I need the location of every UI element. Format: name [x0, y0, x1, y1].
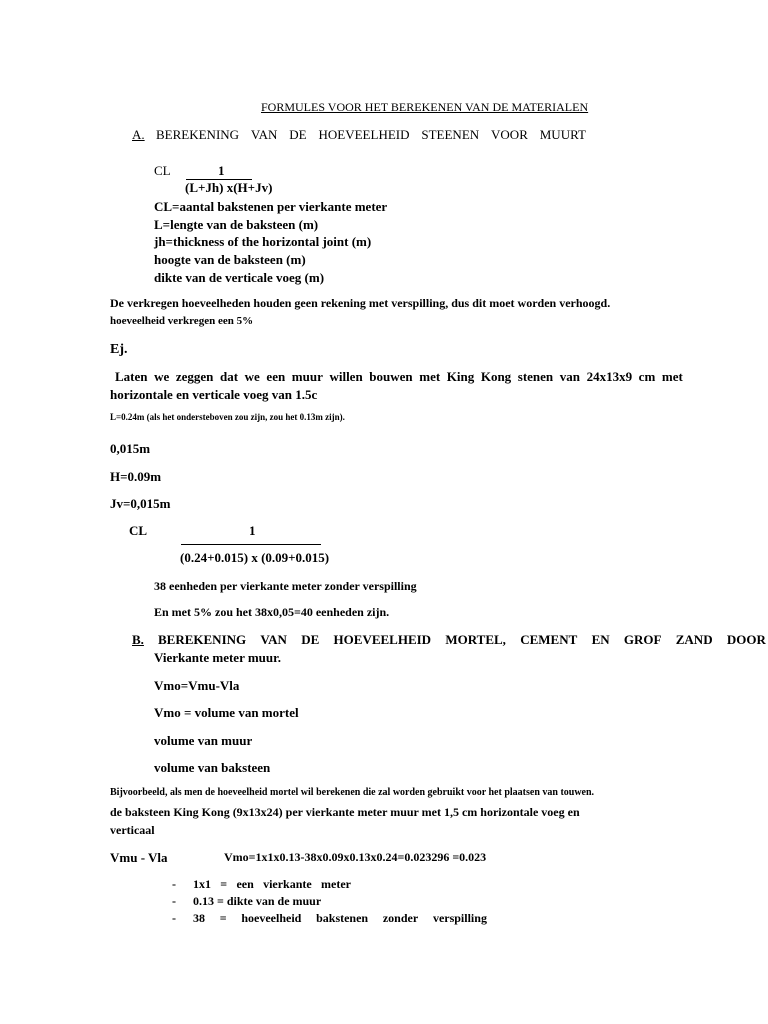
word: met — [419, 369, 441, 384]
result-line: 38 eenheden per vierkante meter zonder verspilling — [154, 579, 417, 593]
value-line: Jv=0,015m — [110, 496, 171, 511]
bullet-dash: - — [172, 894, 176, 908]
word: van — [559, 369, 580, 384]
example-small-note: L=0.24m (als het ondersteboven zou zijn, zou het 0.13m zijn). — [110, 412, 345, 422]
heading-word: DOOR — [726, 632, 766, 647]
heading-word: BEREKENING — [156, 127, 240, 142]
word: bakstenen — [316, 911, 369, 925]
example-numerator: 1 — [249, 523, 256, 538]
heading-word: DE — [289, 127, 307, 142]
heading-word: DE — [301, 632, 320, 647]
word: 24x13x9 — [586, 369, 633, 384]
word: Kong — [480, 369, 512, 384]
waste-note: De verkregen hoeveelheden houden geen rekening met verspilling, dus dit moet worden verhoogd. — [110, 296, 611, 310]
example-paragraph-line1 — [115, 370, 683, 383]
example-note: de baksteen King Kong (9x13x24) per vierkante meter muur met 1,5 cm horizontale voeg en — [110, 805, 580, 819]
example-cl-label: CL — [129, 523, 148, 538]
section-b-heading-line2: Vierkante meter muur. — [154, 650, 281, 665]
word: met — [661, 369, 683, 384]
equation-line: volume van muur — [154, 733, 253, 748]
definition-line: CL=aantal bakstenen per vierkante meter — [154, 199, 388, 214]
heading-word: STEENEN — [421, 127, 480, 142]
bullet-item — [193, 878, 351, 890]
word: een — [266, 369, 286, 384]
formula-numerator: 1 — [218, 163, 225, 178]
page-title: FORMULES VOOR HET BEREKENEN VAN DE MATERIALEN — [261, 100, 589, 114]
equation-line: Vmo = volume van mortel — [154, 705, 299, 720]
calc-left: Vmu - Vla — [110, 850, 168, 865]
definition-line: jh=thickness of the horizontal joint (m) — [154, 234, 372, 249]
section-b-heading — [158, 633, 766, 646]
word: hoeveelheid — [241, 911, 302, 925]
word: we — [244, 369, 260, 384]
definition-line: L=lengte van de baksteen (m) — [154, 217, 319, 232]
word: = — [219, 911, 227, 925]
section-a-letter: A. — [132, 127, 145, 142]
example-note: Bijvoorbeeld, als men de hoeveelheid mortel wil berekenen die zal worden gebruikt voor het plaatsen van touwen. — [110, 787, 595, 798]
value-line: H=0.09m — [110, 469, 162, 484]
equation-line: Vmo=Vmu-Vla — [154, 678, 240, 693]
heading-word: BEREKENING — [158, 632, 247, 647]
definition-line: hoogte van de baksteen (m) — [154, 252, 306, 267]
heading-word: VAN — [250, 127, 278, 142]
heading-word: GROF — [623, 632, 662, 647]
equation-line: volume van baksteen — [154, 760, 271, 775]
word: een — [236, 877, 254, 891]
word: dat — [220, 369, 239, 384]
word: cm — [638, 369, 656, 384]
bullet-item: 0.13 = dikte van de muur — [193, 894, 322, 908]
formula-denominator: (L+Jh) x(H+Jv) — [185, 180, 273, 195]
word: 1x1 — [193, 877, 211, 891]
heading-word: VOOR — [491, 127, 528, 142]
bullet-dash: - — [172, 877, 176, 891]
word: we — [154, 369, 170, 384]
word: King — [446, 369, 475, 384]
word: vierkante — [263, 877, 312, 891]
bullet-item — [193, 912, 487, 924]
heading-word: MUURT — [539, 127, 586, 142]
definition-line: dikte van de verticale voeg (m) — [154, 270, 325, 285]
word: stenen — [517, 369, 554, 384]
calc-right: Vmo=1x1x0.13-38x0.09x0.13x0.24=0.023296 =0.023 — [224, 850, 487, 864]
waste-note-line2: hoeveelheid verkregen een 5% — [110, 315, 254, 327]
example-denominator: (0.24+0.015) x (0.09+0.015) — [180, 550, 330, 565]
word: zonder — [382, 911, 419, 925]
section-a-heading — [156, 128, 586, 141]
heading-word: MORTEL, — [445, 632, 506, 647]
heading-word: ZAND — [675, 632, 713, 647]
word: muur — [291, 369, 323, 384]
word: zeggen — [175, 369, 214, 384]
heading-word: HOEVEELHEID — [333, 632, 432, 647]
heading-word: EN — [591, 632, 610, 647]
example-fraction-line — [181, 544, 321, 545]
bullet-dash: - — [172, 911, 176, 925]
heading-word: VAN — [260, 632, 287, 647]
result-line: En met 5% zou het 38x0,05=40 eenheden zijn. — [154, 605, 390, 619]
formula-cl-label: CL — [154, 163, 171, 178]
example-note: verticaal — [110, 823, 155, 837]
word: verspilling — [432, 911, 487, 925]
word: bouwen — [369, 369, 413, 384]
word: 38 — [193, 911, 205, 925]
heading-word: HOEVEELHEID — [318, 127, 410, 142]
example-paragraph-line2: horizontale en verticale voeg van 1.5c — [110, 387, 318, 402]
example-label: Ej. — [110, 342, 128, 357]
word: willen — [329, 369, 363, 384]
word: Laten — [115, 369, 148, 384]
heading-word: CEMENT — [520, 632, 578, 647]
word: = — [220, 877, 228, 891]
section-b-letter: B. — [132, 632, 144, 647]
value-line: 0,015m — [110, 441, 151, 456]
word: meter — [321, 877, 351, 891]
